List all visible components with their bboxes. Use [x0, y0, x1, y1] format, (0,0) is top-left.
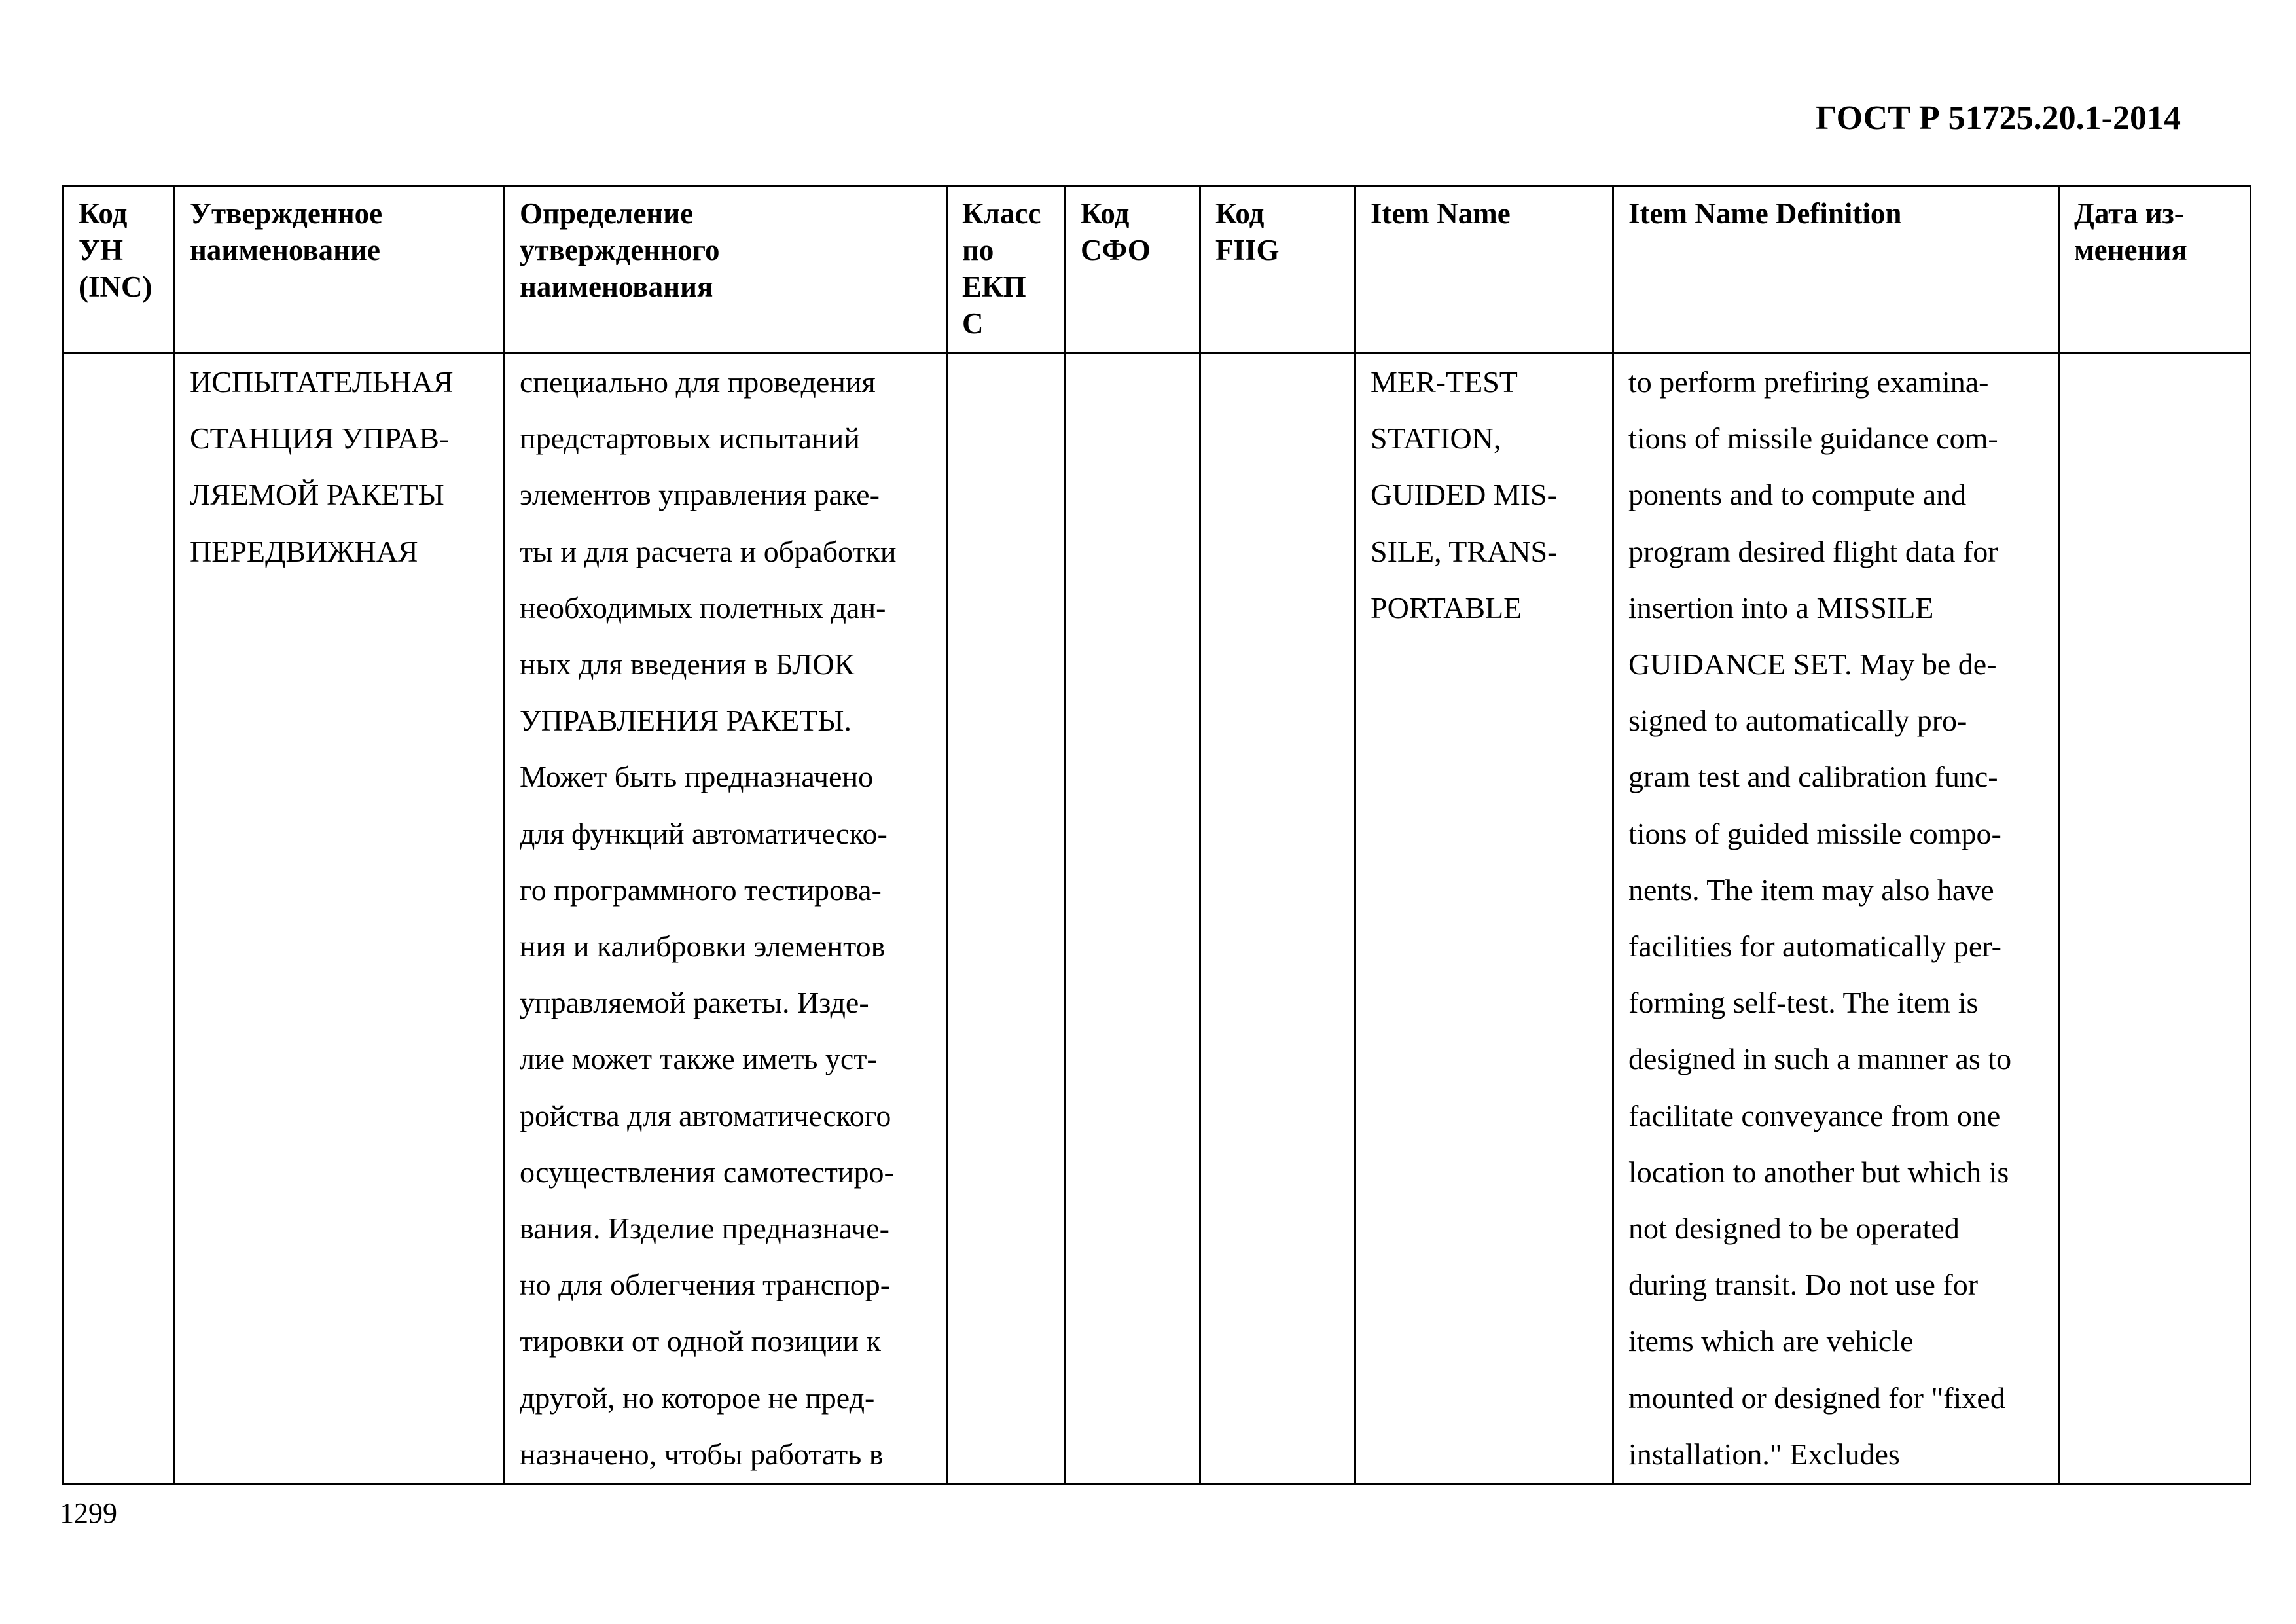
- cell-definition: специально для проведения предстартовых испытаний элементов управления раке- ты и для расчета и обработки необходимых полетных дан- ных для введения в БЛОК УПРАВЛЕНИЯ РАКЕТЫ. Может быть предназначено для функций автоматическо- го программного тестирова- ния и калибровки элементов управляемой ракеты. Изде- лие может также иметь уст- ройства для автоматического осуществления самотестиро- вания. Изделие предназначе- но для облегчения транспор- тировки от одной позиции к другой, но которое не пред- назначено, чтобы работать в: [505, 353, 947, 1484]
- cell-approved-name: ИСПЫТАТЕЛЬНАЯ СТАНЦИЯ УПРАВ- ЛЯЕМОЙ РАКЕТЫ ПЕРЕДВИЖНАЯ: [175, 353, 505, 1484]
- header-change-date: Дата из- менения: [2059, 187, 2251, 353]
- cell-sfo-code: [1066, 353, 1200, 1484]
- table-row: [63, 353, 2251, 1484]
- header-definition: Определение утвержденного наименования: [505, 187, 947, 353]
- cell-inc-code: [63, 353, 175, 1484]
- header-item-name: Item Name: [1355, 187, 1613, 353]
- header-sfo-code: Код СФО: [1066, 187, 1200, 353]
- nomenclature-table: [62, 185, 2251, 1485]
- cell-item-name-definition: to perform prefiring examina- tions of missile guidance com- ponents and to compute and program desired flight data for insertion into a MISSILE GUIDANCE SET. May be de- signed to automatically pro- gram test and calibration func- tions of guided missile compo- nents. The item may also have facilities for automatically per- forming self-test. The item is designed in such a manner as to facilitate conveyance from one location to another but which is not designed to be operated during transit. Do not use for items which are vehicle mounted or designed for "fixed installation." Excludes: [1613, 353, 2059, 1484]
- header-inc-code: Код УН (INC): [63, 187, 175, 353]
- cell-item-name: MER-TEST STATION, GUIDED MIS- SILE, TRANS- PORTABLE: [1355, 353, 1613, 1484]
- table-header-row: [63, 187, 2251, 353]
- cell-change-date: [2059, 353, 2251, 1484]
- header-approved-name: Утвержденное наименование: [175, 187, 505, 353]
- cell-fiig-code: [1200, 353, 1355, 1484]
- header-item-name-definition: Item Name Definition: [1613, 187, 2059, 353]
- header-fiig-code: Код FIIG: [1200, 187, 1355, 353]
- cell-ekps-class: [947, 353, 1066, 1484]
- standard-designation: ГОСТ Р 51725.20.1-2014: [1815, 99, 2181, 137]
- header-ekps-class: Класс по ЕКП С: [947, 187, 1066, 353]
- page-number: 1299: [60, 1497, 117, 1529]
